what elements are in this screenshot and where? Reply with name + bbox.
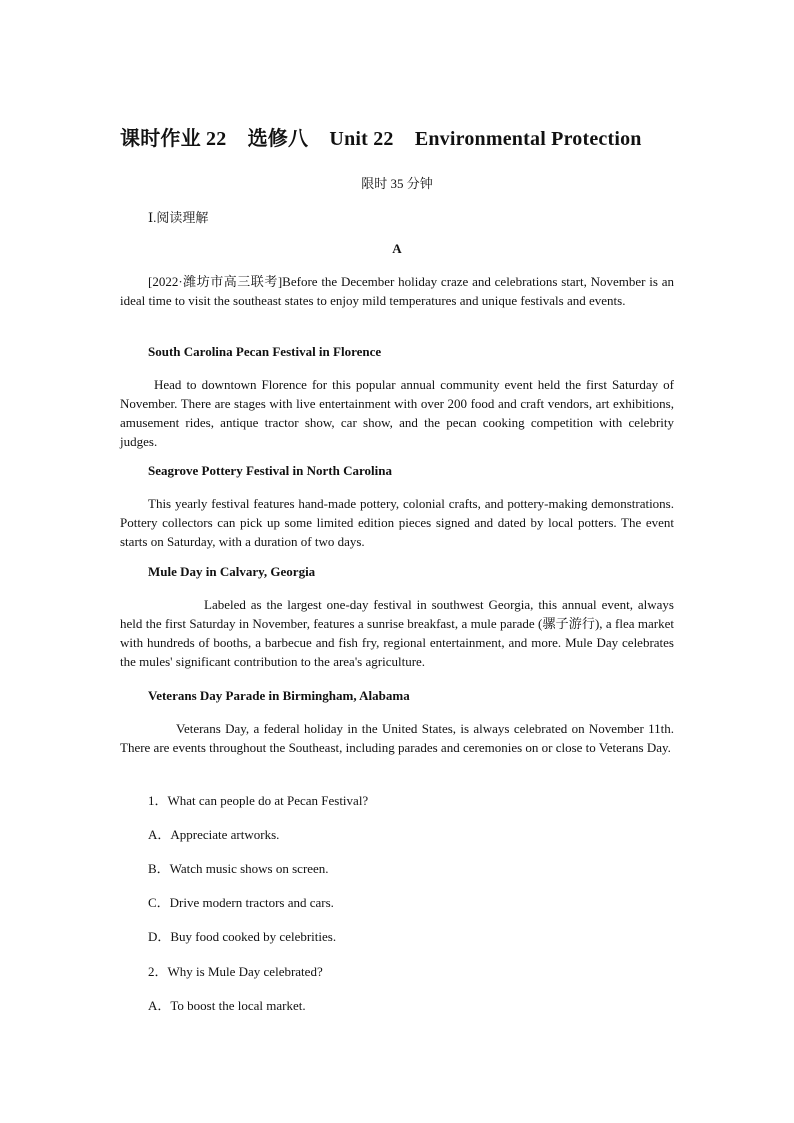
festival-body: Labeled as the largest one-day festival in southwest Georgia, this annual event, always held the first Saturday in November, features a sunrise breakfast, a mule parade (骡子游行), a flea market with hundreds of booths, a barbecue and fish fry, regional entertainment, and more. Mule Day celebrates the mules' significant contribution to the area's agriculture. [120, 597, 674, 669]
festival-body: Head to downtown Florence for this popular annual community event held the first Saturday of November. There are stages with live entertainment with over 200 food and craft vendors, art exhibitions, amusement rides, antique tractor show, car show, and the pecan cooking competition with celebrity judges. [120, 377, 674, 449]
festival-heading: Mule Day in Calvary, Georgia [148, 564, 316, 579]
festival-body: This yearly festival features hand-made pottery, colonial crafts, and pottery-making demonstrations. Pottery collectors can pick up some limited edition pieces signed and dated by local potters. The event starts on Saturday, with a duration of two days. [120, 496, 674, 549]
festival-body: Veterans Day, a federal holiday in the United States, is always celebrated on November 11th. There are events throughout the Southeast, including parades and ceremonies on or close to Veterans Day. [120, 721, 674, 755]
festival-heading: Veterans Day Parade in Birmingham, Alabama [148, 688, 410, 703]
time-limit: 限时 35 分钟 [361, 176, 433, 191]
question-stem: 1．What can people do at Pecan Festival? [148, 793, 369, 808]
title-topic: Environmental Protection [414, 128, 642, 150]
question-option: B．Watch music shows on screen. [148, 861, 329, 876]
section-label: Ⅰ.阅读理解 [148, 210, 209, 225]
question-stem: 2．Why is Mule Day celebrated? [148, 964, 323, 979]
festival-heading: Seagrove Pottery Festival in North Carolina [148, 463, 392, 478]
intro-paragraph: [2022·潍坊市高三联考]Before the December holiday craze and celebrations start, November is an ideal time to visit the southeast states to enjoy mild temperatures and unique festivals and events. [120, 274, 674, 308]
question-option: D．Buy food cooked by celebrities. [148, 929, 337, 944]
page-title [120, 122, 680, 151]
question-option: C．Drive modern tractors and cars. [148, 895, 334, 910]
festival-heading: South Carolina Pecan Festival in Florence [148, 344, 382, 359]
title-unit: Unit 22 [329, 128, 394, 150]
passage-label: A [392, 241, 402, 256]
question-option: A．To boost the local market. [148, 998, 306, 1013]
title-lesson: 课时作业 22 [120, 128, 227, 150]
title-module: 选修八 [247, 128, 309, 150]
question-option: A．Appreciate artworks. [148, 827, 280, 842]
